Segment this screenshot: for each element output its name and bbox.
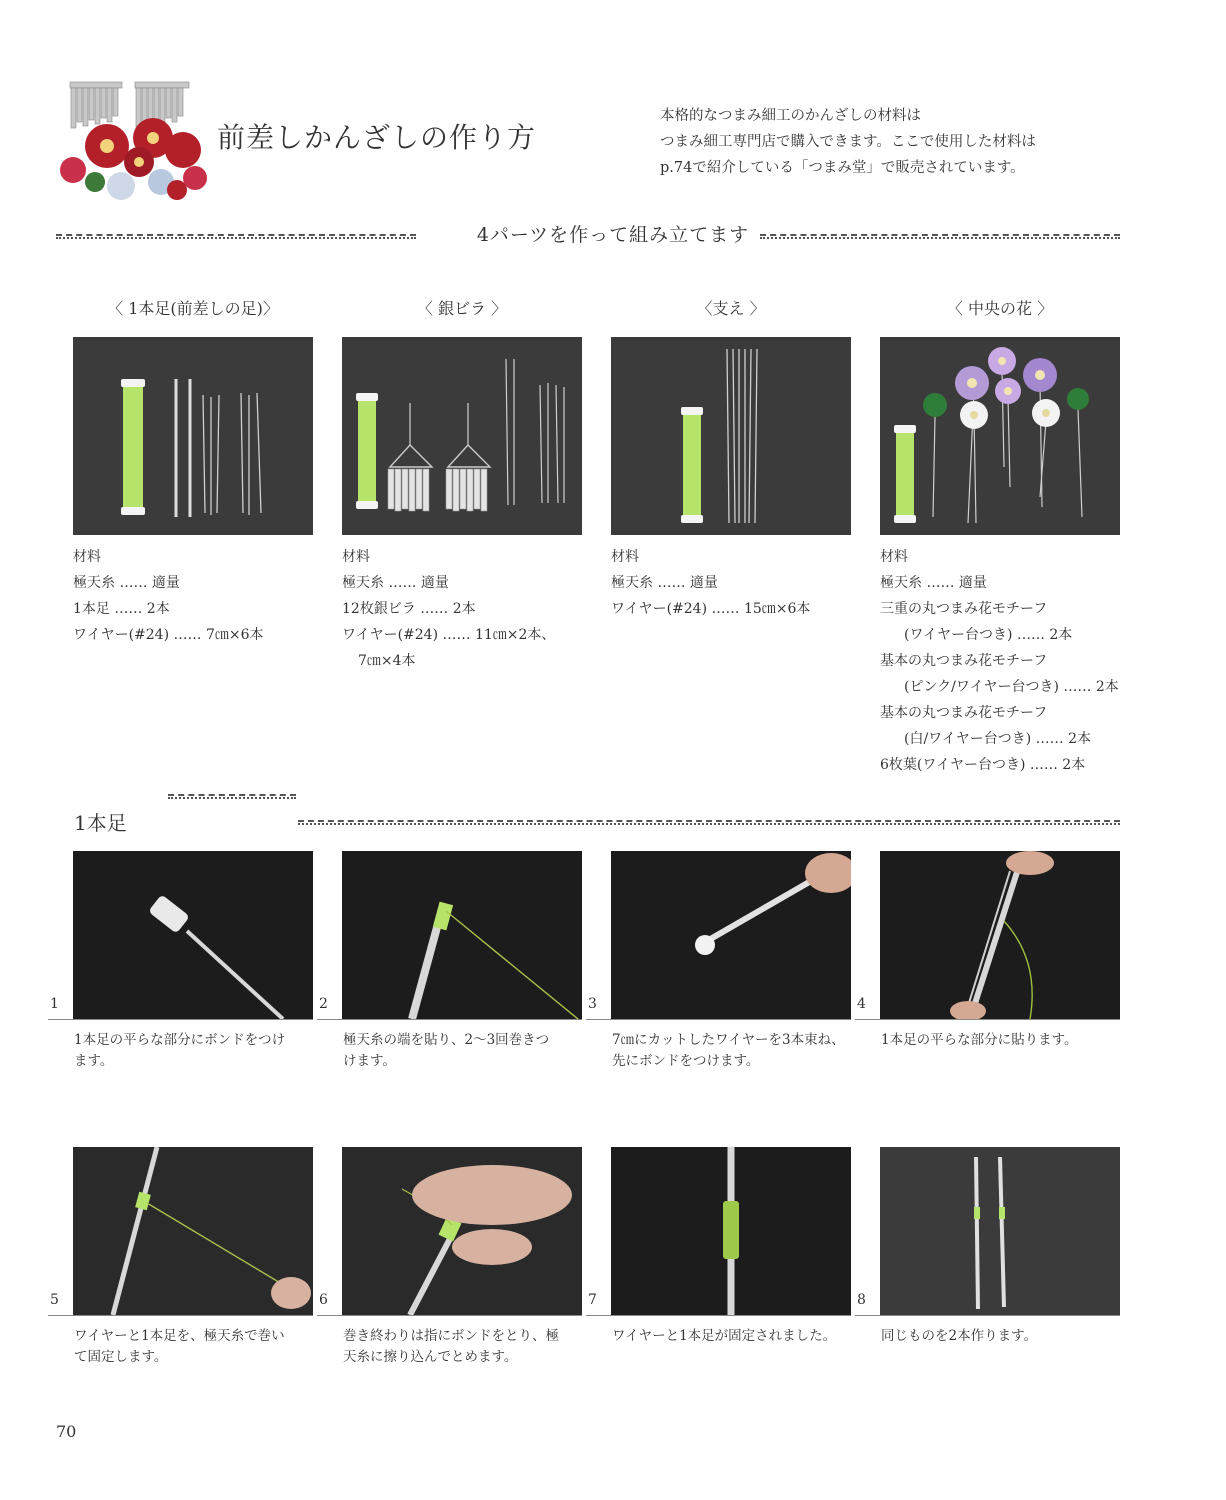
materials-label: 材料 [342,549,370,565]
materials-ippon-ashi [73,544,264,648]
part-photo-chuo-no-hana [880,337,1120,535]
decorative-rule-right [760,234,1120,242]
step-rule [317,1315,582,1316]
step-caption [74,1326,319,1368]
step-photo-5 [73,1147,313,1315]
caption-line: 1本足の平らな部分に貼ります。 [881,1032,1078,1048]
material-item: 6枚葉(ワイヤー台つき) …… 2本 [880,757,1086,773]
caption-line: て固定します。 [74,1349,168,1365]
caption-line: ます。 [74,1053,114,1069]
material-item: ワイヤー(#24) …… 11㎝×2本、 [342,627,556,643]
decorative-rule-long [298,820,1120,828]
caption-line: 巻き終わりは指にボンドをとり、極 [343,1328,559,1344]
material-item: 基本の丸つまみ花モチーフ [880,705,1048,721]
part-heading-sasae: 〈支え 〉 [696,299,766,318]
caption-line: ワイヤーと1本足を、極天糸で巻い [74,1328,285,1344]
caption-line: 7㎝にカットしたワイヤーを3本束ね、 [612,1032,845,1048]
step-number: 6 [319,1292,328,1308]
caption-line: ワイヤーと1本足が固定されました。 [612,1328,837,1344]
part-photo-gin-bira [342,337,582,535]
materials-gin-bira [342,544,555,674]
material-item: 基本の丸つまみ花モチーフ [880,653,1048,669]
material-item: ワイヤー(#24) …… 15㎝×6本 [611,601,811,617]
step-caption [881,1326,1126,1347]
materials-chuo-no-hana [880,544,1119,778]
section-subtitle: 4パーツを作って組み立てます [476,224,750,246]
materials-label: 材料 [880,549,908,565]
caption-line: 天糸に擦り込んでとめます。 [343,1349,518,1365]
step-number: 3 [588,996,597,1012]
step-rule [48,1315,313,1316]
step-photo-3 [611,851,851,1019]
step-photo-7 [611,1147,851,1315]
step-photo-4 [880,851,1120,1019]
step-caption [881,1030,1126,1051]
part-heading-ippon-ashi: 〈 1本足(前差しの足)〉 [107,299,279,318]
caption-line: けます。 [343,1053,396,1069]
material-item: 極天糸 …… 適量 [611,575,718,591]
step-number: 8 [857,1292,866,1308]
part-heading-gin-bira: 〈 銀ビラ 〉 [416,299,508,318]
caption-line: 同じものを2本作ります。 [881,1328,1038,1344]
material-item: 極天糸 …… 適量 [880,575,987,591]
part-photo-sasae [611,337,851,535]
material-item: 7㎝×4本 [358,653,416,669]
intro-text [660,103,1180,181]
step-number: 7 [588,1292,597,1308]
material-item: 三重の丸つまみ花モチーフ [880,601,1048,617]
materials-sasae [611,544,810,622]
page-number: 70 [56,1422,77,1441]
step-rule [855,1019,1120,1020]
part-photo-ippon-ashi [73,337,313,535]
intro-line: p.74で紹介している「つまみ堂」で販売されています。 [660,160,1025,176]
step-photo-1 [73,851,313,1019]
step-caption [612,1326,857,1347]
step-caption [343,1030,588,1072]
section-heading: 1本足 [74,811,127,835]
material-item: (ワイヤー台つき) …… 2本 [904,627,1073,643]
material-item: 1本足 …… 2本 [73,601,170,617]
caption-line: 1本足の平らな部分にボンドをつけ [74,1032,286,1048]
step-photo-8 [880,1147,1120,1315]
intro-line: 本格的なつまみ細工のかんざしの材料は [660,108,921,124]
step-rule [586,1315,851,1316]
step-number: 4 [857,996,866,1012]
material-item: ワイヤー(#24) …… 7㎝×6本 [73,627,264,643]
step-rule [48,1019,313,1020]
kanzashi-illustration [55,78,220,208]
material-item: 極天糸 …… 適量 [342,575,449,591]
step-caption [74,1030,319,1072]
step-caption [612,1030,857,1072]
part-heading-chuo-no-hana: 〈 中央の花 〉 [946,299,1054,318]
material-item: (白/ワイヤー台つき) …… 2本 [904,731,1092,747]
intro-line: つまみ細工専門店で購入できます。ここで使用した材料は [660,134,1036,150]
step-rule [317,1019,582,1020]
step-photo-6 [342,1147,582,1315]
caption-line: 先にボンドをつけます。 [612,1053,760,1069]
material-item: (ピンク/ワイヤー台つき) …… 2本 [904,679,1119,695]
decorative-rule-short [168,794,296,802]
step-number: 5 [50,1292,59,1308]
caption-line: 極天糸の端を貼り、2〜3回巻きつ [343,1032,550,1048]
page-title: 前差しかんざしの作り方 [217,121,537,154]
step-photo-2 [342,851,582,1019]
step-rule [855,1315,1120,1316]
step-number: 2 [319,996,328,1012]
step-rule [586,1019,851,1020]
step-number: 1 [50,996,59,1012]
materials-label: 材料 [611,549,639,565]
step-caption [343,1326,588,1368]
material-item: 極天糸 …… 適量 [73,575,180,591]
materials-label: 材料 [73,549,101,565]
material-item: 12枚銀ビラ …… 2本 [342,601,476,617]
